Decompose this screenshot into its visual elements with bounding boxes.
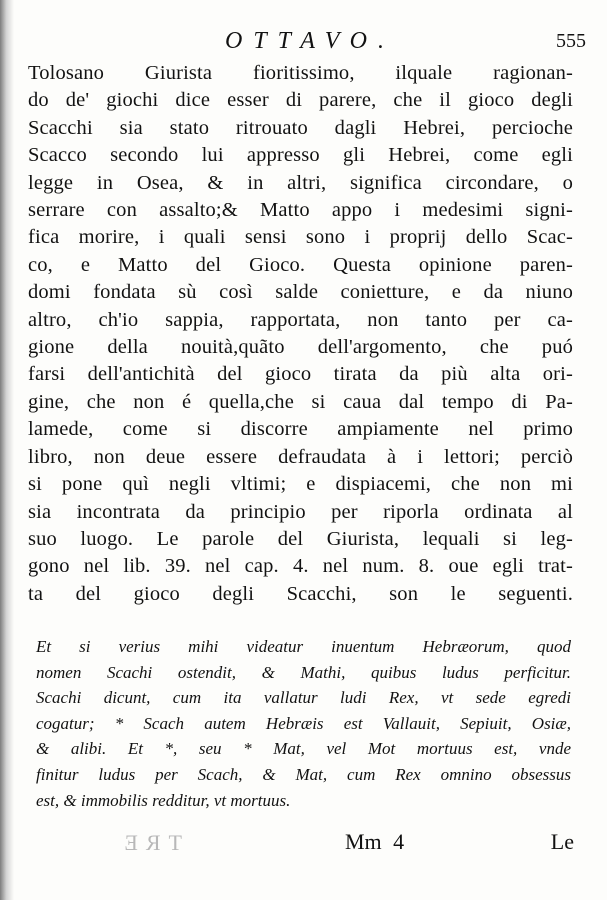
text-line: Tolosano Giurista fioritissimo, ilquale ragionan-: [28, 62, 573, 84]
text-line: legge in Osea, & in altri, significa circondare, o: [28, 171, 573, 194]
text-line: Scacco secondo lui appresso gli Hebrei, come egli: [28, 144, 573, 167]
text-line: do de' giochi dice esser di parere, che il gioco degli: [28, 89, 573, 112]
text-line: si pone quì negli vltimi; e dispiacemi, che non mi: [28, 473, 573, 496]
text-line: gono nel lib. 39. nel cap. 4. nel num. 8. oue egli trat-: [28, 555, 573, 578]
quote-line: cogatur; * Scach autem Hebræis est Vallauit, Sepiuit, Osiæ,: [36, 713, 571, 733]
quote-line: Et si verius mihi videatur inuentum Hebræorum, quod: [36, 637, 571, 656]
text-line: gine, che non é quella,che si caua dal tempo di Pa-: [28, 390, 573, 413]
text-line: ta del gioco degli Scacchi, son le seguenti.: [28, 582, 573, 605]
page-number: 555: [556, 30, 586, 52]
text-line: fica morire, i quali sensi sono i proprij dello Scac-: [28, 226, 573, 249]
text-line: altro, ch'io sappia, rapportata, non tanto per ca-: [28, 308, 573, 331]
text-line: gione della nouità,quãto dell'argomento, che puó: [28, 336, 573, 359]
latin-quotation-block: [36, 634, 571, 813]
quote-line: & alibi. Et *, seu * Mat, vel Mot mortuus est, vnde: [36, 739, 571, 759]
text-line: Scacchi sia stato ritrouato dagli Hebrei, percioche: [28, 116, 573, 139]
text-line: sia incontrata da principio per riporla ordinata al: [28, 500, 573, 523]
quote-line: nomen Scachi ostendit, & Mathi, quibus ludus perficitur.: [36, 662, 571, 682]
catchword: Le: [550, 829, 574, 854]
quote-line: finitur ludus per Scach, & Mat, cum Rex omnino obsessus: [36, 764, 571, 784]
text-line: serrare con assalto;& Matto appo i medesimi signi-: [28, 199, 573, 222]
quote-line: est, & immobilis redditur, vt mortuus.: [36, 790, 291, 810]
text-line: libro, non deue essere defraudata à i lettori; perciò: [28, 445, 573, 468]
quote-line: Scachi dicunt, cum ita vallatur ludi Rex, vt sede egredi: [36, 688, 571, 708]
signature-mark: Mm 4: [345, 829, 405, 854]
text-line: domi fondata sù così salde conietture, e da niuno: [28, 281, 573, 304]
text-line: lamede, come si discorre ampiamente nel primo: [28, 418, 573, 441]
page-gutter-shadow: [0, 0, 14, 900]
show-through-text: TRE: [116, 830, 182, 855]
main-text-block: [28, 60, 573, 608]
running-head: OTTAVO.: [225, 28, 395, 54]
text-line: co, e Matto del Gioco. Questa opinione paren-: [28, 253, 573, 276]
text-line: suo luogo. Le parole del Giurista, lequali si leg-: [28, 527, 573, 550]
text-line: farsi dell'antichità del gioco tirata da più alta ori-: [28, 363, 573, 386]
